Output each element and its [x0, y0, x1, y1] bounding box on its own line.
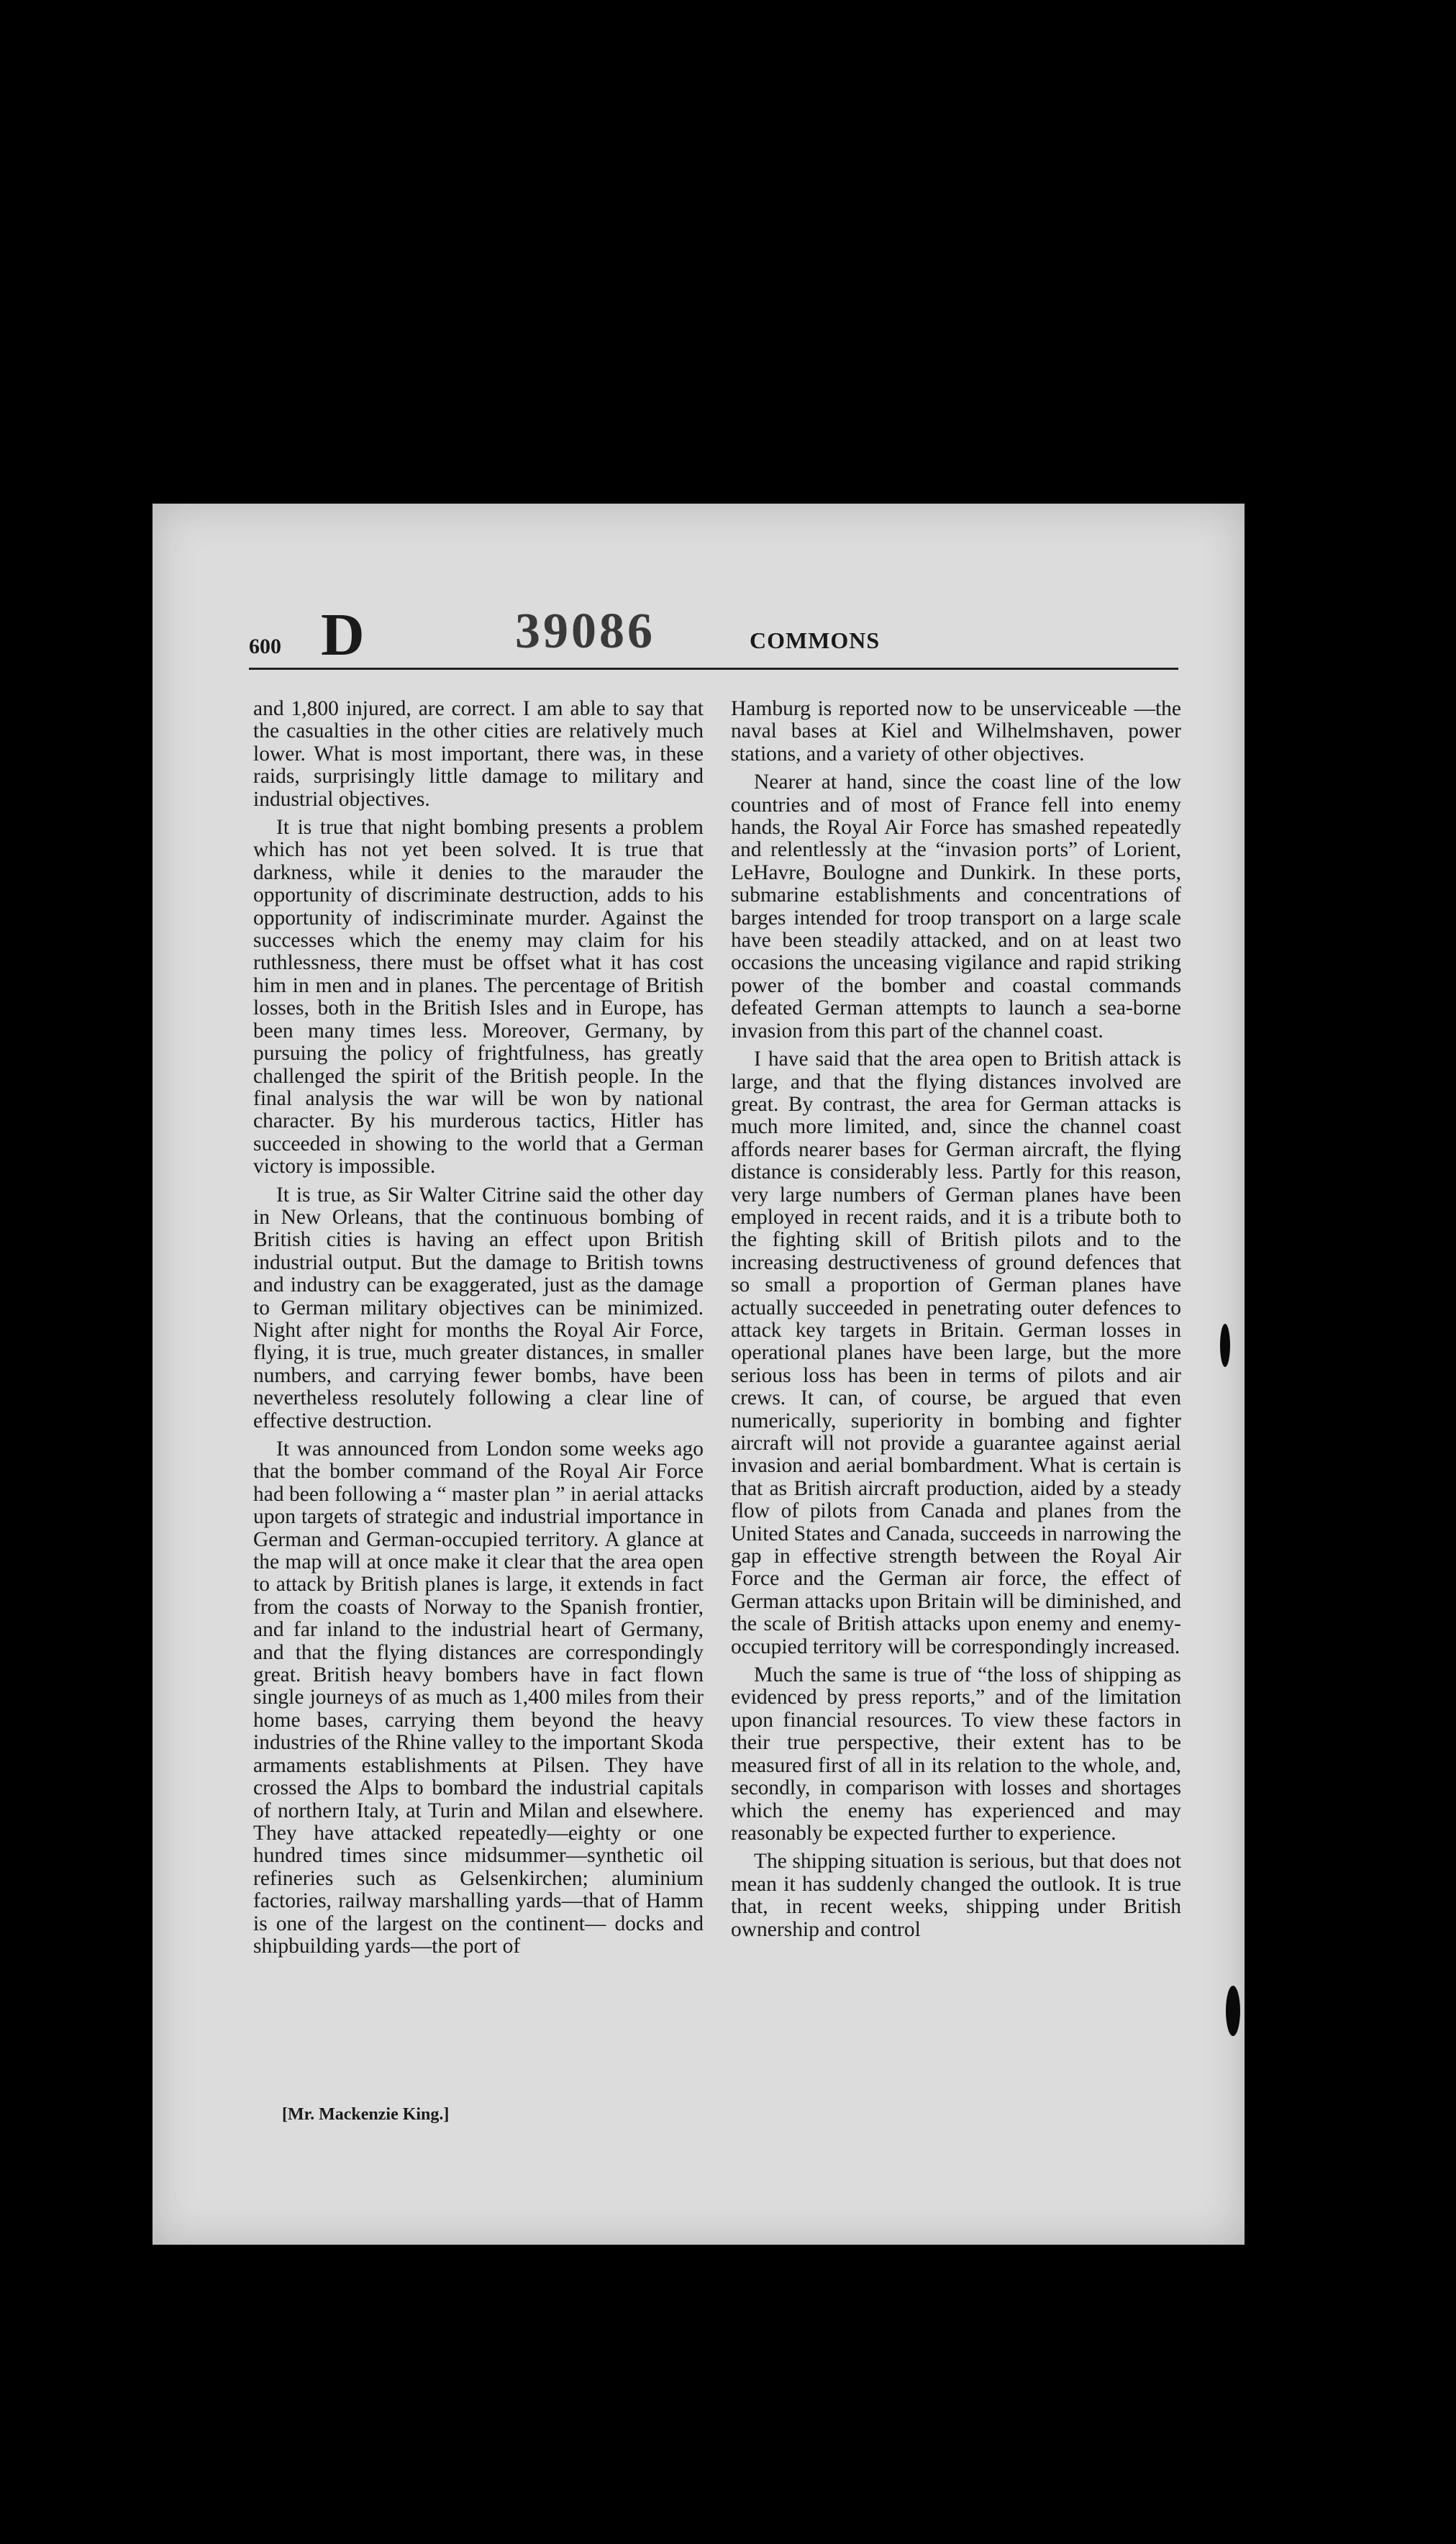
- left-column: [253, 698, 704, 1963]
- header-rule: [249, 668, 1178, 670]
- paragraph: It was announced from London some weeks ago that the bomber command of the Royal Air Force had been following a “ master plan ” in aerial attacks upon targets of strategic and industrial importance in German and German-occupied territory. A glance at the map will at once make it clear that the area open to attack by British planes is large, it extends in fact from the coasts of Norway to the Spanish frontier, and far inland to the industrial heart of Germany, and that the flying distances are correspondingly great. British heavy bombers have in fact flown single journeys of as much as 1,400 miles from their home bases, carrying them beyond the heavy industries of the Rhine valley to the important Skoda armaments establishments at Pilsen. They have crossed the Alps to bombard the industrial capitals of northern Italy, at Turin and Milan and elsewhere. They have attacked repeatedly—eighty or one hundred times since midsummer—synthetic oil refineries such as Gelsenkirchen; aluminium factories, railway marshalling yards—that of Hamm is one of the largest on the continent— docks and shipbuilding yards—the port of: [253, 1437, 704, 1958]
- right-column: [731, 698, 1181, 1947]
- page-header: [249, 601, 1178, 668]
- speaker-attribution: [Mr. Mackenzie King.]: [282, 2105, 450, 2124]
- running-head: COMMONS: [750, 627, 881, 653]
- paragraph: Nearer at hand, since the coast line of the low countries and of most of France fell into enemy hands, the Royal Air Force has smashed repeatedly and relentlessly at the “invasion ports” of Lorient, LeHavre, Boulogne and Dunkirk. In these ports, submarine establishments and concentrations of barges intended for troop transport on a large scale have been steadily attacked, and on at least two occasions the unceasing vigilance and rapid striking power of the bomber and coastal commands defeated German attempts to launch a sea-borne invasion from this part of the channel coast.: [731, 771, 1181, 1042]
- paragraph: It is true, as Sir Walter Citrine said the other day in New Orleans, that the continuous bombing of British cities is having an effect upon British industrial output. But the damage to British towns and industry can be exaggerated, just as the damage to German military objectives can be minimized. Night after night for months the Royal Air Force, flying, it is true, much greater distances, in smaller numbers, and carrying fewer bombs, have been nevertheless resolutely following a clear line of effective destruction.: [253, 1183, 704, 1432]
- paragraph: Much the same is true of “the loss of shipping as evidenced by press reports,” and of the limitation upon financial resources. To view these factors in their true perspective, their extent has to be measured first of all in its relation to the whole, and, secondly, in comparison with losses and shortages which the enemy has experienced and may reasonably be expected further to experience.: [731, 1663, 1181, 1845]
- paragraph: and 1,800 injured, are correct. I am able to say that the casualties in the other cities are relatively much lower. What is most important, there was, in these raids, surprisingly little damage to military and industrial objectives.: [253, 697, 704, 811]
- document-page: [153, 504, 1245, 2245]
- scan-artifact: [1220, 1324, 1230, 1367]
- archive-stamp-number: 39086: [515, 604, 655, 659]
- scan-artifact: [1226, 1986, 1240, 2036]
- paragraph: It is true that night bombing presents a problem which has not yet been solved. It is true that darkness, while it denies to the marauder the opportunity of discriminate destruction, adds to his opportunity of indiscriminate murder. Against the successes which the enemy may claim for his ruthlessness, there must be offset what it has cost him in men and in planes. The percentage of British losses, both in the British Isles and in Europe, has been many times less. Moreover, Germany, by pursuing the policy of frightfulness, has greatly challenged the spirit of the British people. In the final analysis the war will be won by national character. By his murderous tactics, Hitler has succeeded in showing to the world that a German victory is impossible.: [253, 816, 704, 1178]
- paragraph: Hamburg is reported now to be unserviceable —the naval bases at Kiel and Wilhelmshaven, power stations, and a variety of other objectives.: [731, 697, 1181, 766]
- paragraph: I have said that the area open to British attack is large, and that the flying distances involved are great. By contrast, the area for German attacks is much more limited, and, since the channel coast affords nearer bases for German aircraft, the flying distance is considerably less. Partly for this reason, very large numbers of German planes have been employed in recent raids, and it is a tribute both to the fighting skill of British pilots and to the increasing destructiveness of ground defences that so small a proportion of German planes have actually succeeded in penetrating outer defences to attack key targets in Britain. German losses in operational planes have been large, but the more serious loss has been in terms of pilots and air crews. It can, of course, be argued that even numerically, superiority in bombing and fighter aircraft will not provide a guarantee against aerial invasion and aerial bombardment. What is certain is that as British aircraft production, aided by a steady flow of pilots from Canada and planes from the United States and Canada, succeeds in narrowing the gap in effective strength between the Royal Air Force and the German air force, the effect of German attacks upon Britain will be diminished, and the scale of British attacks upon enemy and enemy-occupied territory will be correspondingly increased.: [731, 1048, 1181, 1658]
- archive-stamp-letter: D: [321, 601, 366, 668]
- paragraph: The shipping situation is serious, but that does not mean it has suddenly changed the outlook. It is true that, in recent weeks, shipping under British ownership and control: [731, 1850, 1181, 1941]
- page-number: 600: [249, 635, 281, 658]
